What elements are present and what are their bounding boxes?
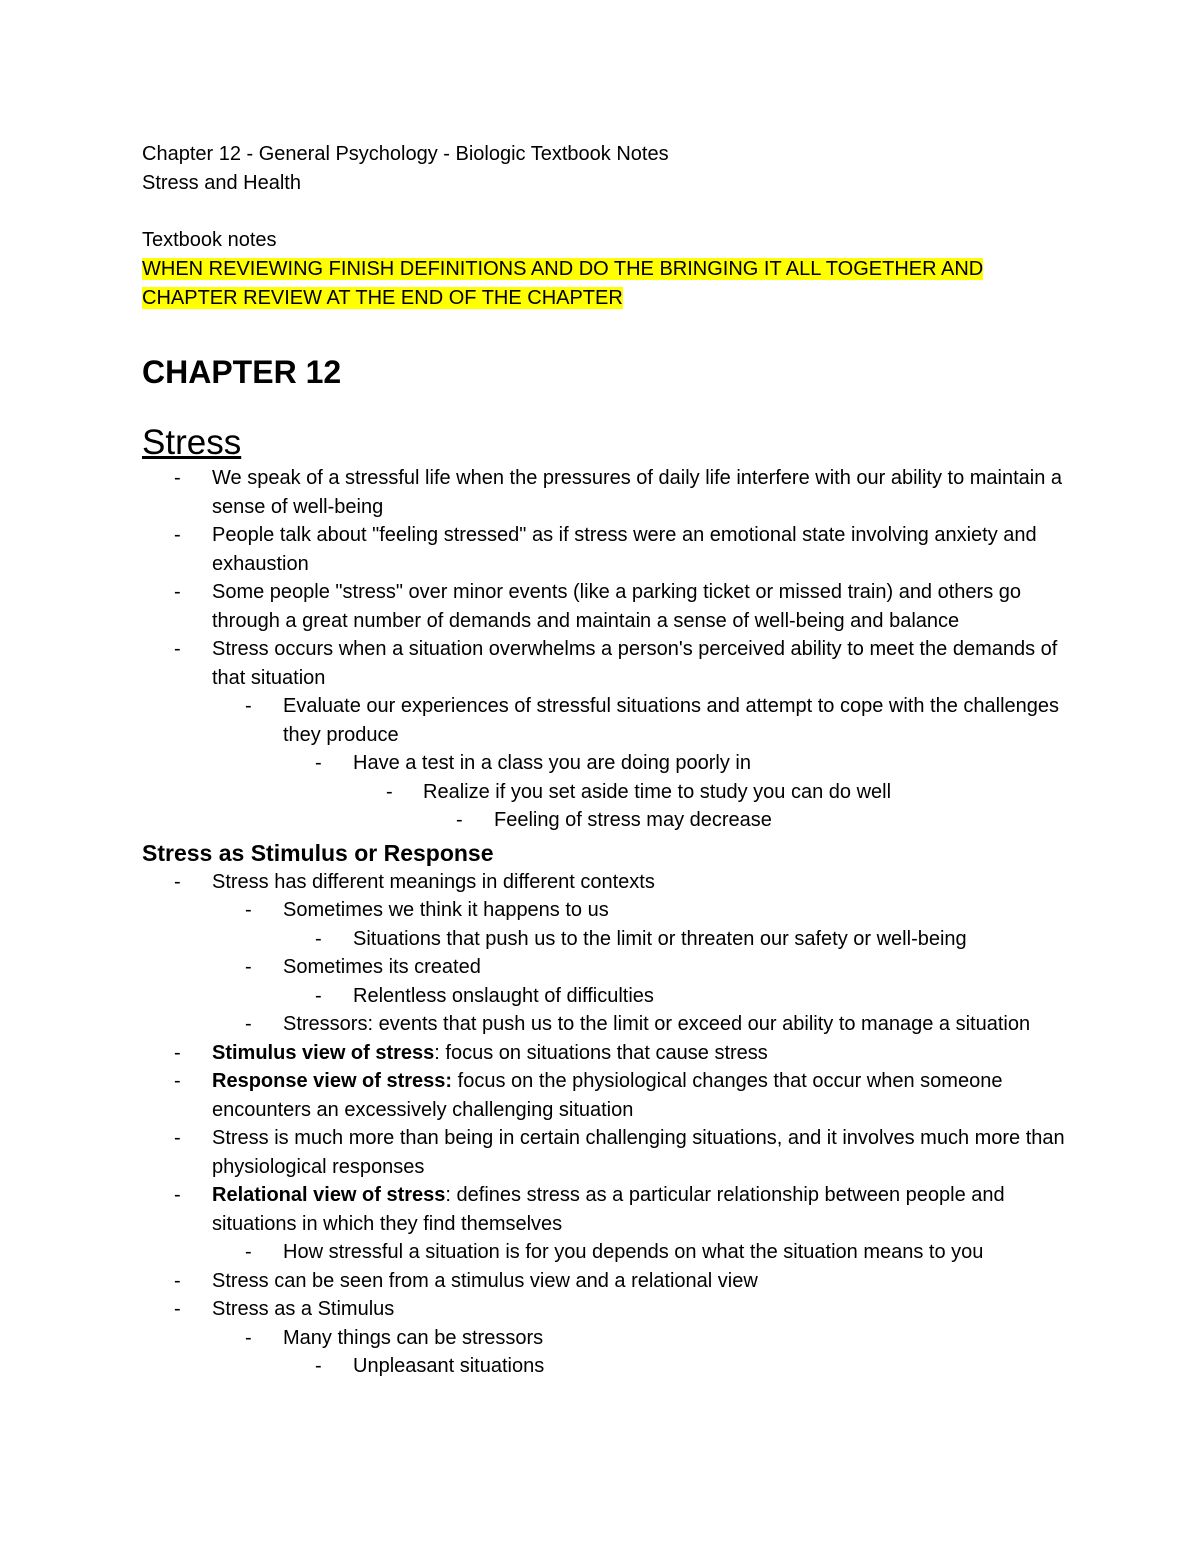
section-heading-stimulus-response: Stress as Stimulus or Response [142, 839, 494, 866]
list-item: - Stress can be seen from a stimulus view and a relational view [174, 1269, 758, 1292]
list-item: - Feeling of stress may decrease [456, 809, 772, 831]
list-item: - Response view of stress: focus on the physiological changes that occur when someone encounters an excessively challenging situation [174, 1070, 1003, 1121]
stimulus-bullet-list [142, 868, 1072, 1381]
section-heading-stress: Stress [142, 423, 242, 462]
list-item: - Unpleasant situations [315, 1355, 545, 1377]
list-item: - Realize if you set aside time to study you can do well [386, 780, 892, 803]
list-item: - Evaluate our experiences of stressful situations and attempt to cope with the challenges they produce [245, 695, 1060, 746]
list-item: - Some people "stress" over minor events (like a parking ticket or missed train) and others go through a great number of demands and maintain a sense of well-being and balance [174, 581, 1022, 632]
chapter-heading: CHAPTER 12 [142, 354, 342, 390]
term-stimulus-view: Stimulus view of stress [212, 1041, 435, 1064]
list-item: - Relentless onslaught of difficulties [315, 984, 654, 1007]
list-item: - We speak of a stressful life when the pressures of daily life interfere with our ability to maintain a sense of well-being [174, 467, 1063, 518]
term-relational-view: Relational view of stress [212, 1184, 446, 1206]
list-item: - Sometimes its created [245, 956, 481, 978]
stress-bullet-list [142, 464, 1072, 835]
highlighted-reminder-line-1: WHEN REVIEWING FINISH DEFINITIONS AND DO THE BRINGING IT ALL TOGETHER AND [142, 258, 984, 280]
list-item: - How stressful a situation is for you depends on what the situation means to you [245, 1241, 984, 1263]
list-item: - Sometimes we think it happens to us [245, 899, 609, 921]
document-page [142, 140, 1072, 1381]
list-item: - Many things can be stressors [245, 1326, 544, 1349]
document-subtitle: Stress and Health [142, 172, 301, 194]
highlighted-reminder-line-2: CHAPTER REVIEW AT THE END OF THE CHAPTER [142, 286, 623, 309]
list-item: - Stress has different meanings in different contexts [174, 870, 655, 893]
list-item: - Relational view of stress: defines stress as a particular relationship between people and situations in which they find themselves [174, 1184, 1005, 1235]
list-item: - Stressors: events that push us to the limit or exceed our ability to manage a situation [245, 1013, 1031, 1035]
list-item: - Stimulus view of stress: focus on situations that cause stress [174, 1041, 768, 1064]
list-item: - Stress as a Stimulus [174, 1298, 395, 1320]
term-response-view: Response view of stress: [212, 1070, 453, 1092]
document-title: Chapter 12 - General Psychology - Biologic Textbook Notes [142, 143, 669, 165]
notes-label: Textbook notes [142, 229, 277, 251]
list-item: - People talk about "feeling stressed" as if stress were an emotional state involving anxiety and exhaustion [174, 524, 1037, 575]
list-item: - Have a test in a class you are doing poorly in [315, 752, 751, 774]
list-item: - Stress occurs when a situation overwhelms a person's perceived ability to meet the demands of that situation [174, 638, 1058, 689]
blank-line [142, 198, 1072, 226]
list-item: - Stress is much more than being in certain challenging situations, and it involves much more than physiological responses [174, 1127, 1065, 1178]
list-item: - Situations that push us to the limit or threaten our safety or well-being [315, 927, 967, 950]
